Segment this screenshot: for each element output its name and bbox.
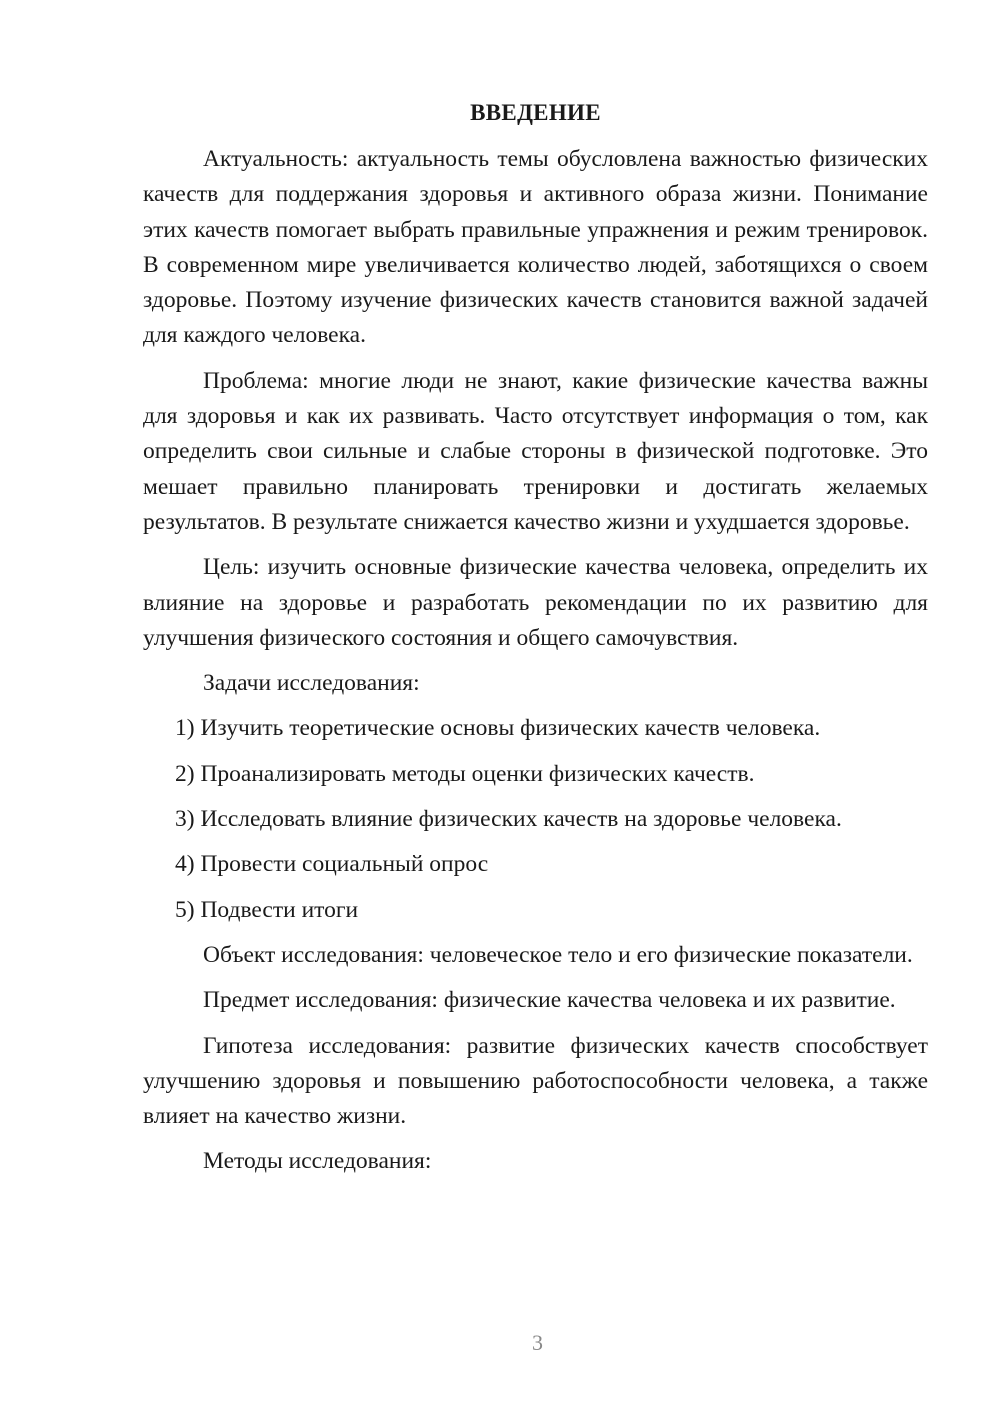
section-title: ВВЕДЕНИЕ bbox=[470, 100, 601, 125]
problem-paragraph: Проблема: многие люди не знают, какие физические качества важны для здоровья и как их развивать. Часто отсутствует информация о том, как определить свои сильные и слабые стороны в физической подготовке. Это мешает правильно планировать тренировки и достигать желаемых результатов. В результате снижается качество жизни и ухудшается здоровье. bbox=[143, 367, 928, 535]
list-item: 4) Провести социальный опрос bbox=[175, 851, 489, 878]
relevance-paragraph: Актуальность: актуальность темы обусловлена важностью физических качеств для поддержания здоровья и активного образа жизни. Понимание этих качеств помогает выбрать правильные упражнения и режим тренировок. В современном мире увеличивается количество людей, заботящихся о своем здоровье. Поэтому изучение физических качеств становится важной задачей для каждого человека. bbox=[143, 146, 928, 349]
object-paragraph: Объект исследования: человеческое тело и его физические показатели. bbox=[203, 941, 913, 968]
tasks-heading: Задачи исследования: bbox=[203, 670, 420, 697]
list-item: 5) Подвести итоги bbox=[175, 896, 359, 923]
page-content bbox=[143, 95, 928, 1190]
subject-paragraph: Предмет исследования: физические качества человека и их развитие. bbox=[203, 987, 896, 1014]
list-item: 3) Исследовать влияние физических качеств на здоровье человека. bbox=[175, 806, 842, 833]
list-item: 2) Проанализировать методы оценки физических качеств. bbox=[175, 760, 755, 787]
page-number: 3 bbox=[532, 1330, 543, 1355]
methods-heading: Методы исследования: bbox=[203, 1148, 432, 1175]
hypothesis-paragraph: Гипотеза исследования: развитие физических качеств способствует улучшению здоровья и повышению работоспособности человека, а также влияет на качество жизни. bbox=[143, 1032, 928, 1130]
goal-paragraph: Цель: изучить основные физические качества человека, определить их влияние на здоровье и разработать рекомендации по их развитию для улучшения физического состояния и общего самочувствия. bbox=[143, 554, 928, 651]
tasks-list bbox=[143, 711, 928, 927]
list-item: 1) Изучить теоретические основы физических качеств человека. bbox=[175, 715, 821, 742]
